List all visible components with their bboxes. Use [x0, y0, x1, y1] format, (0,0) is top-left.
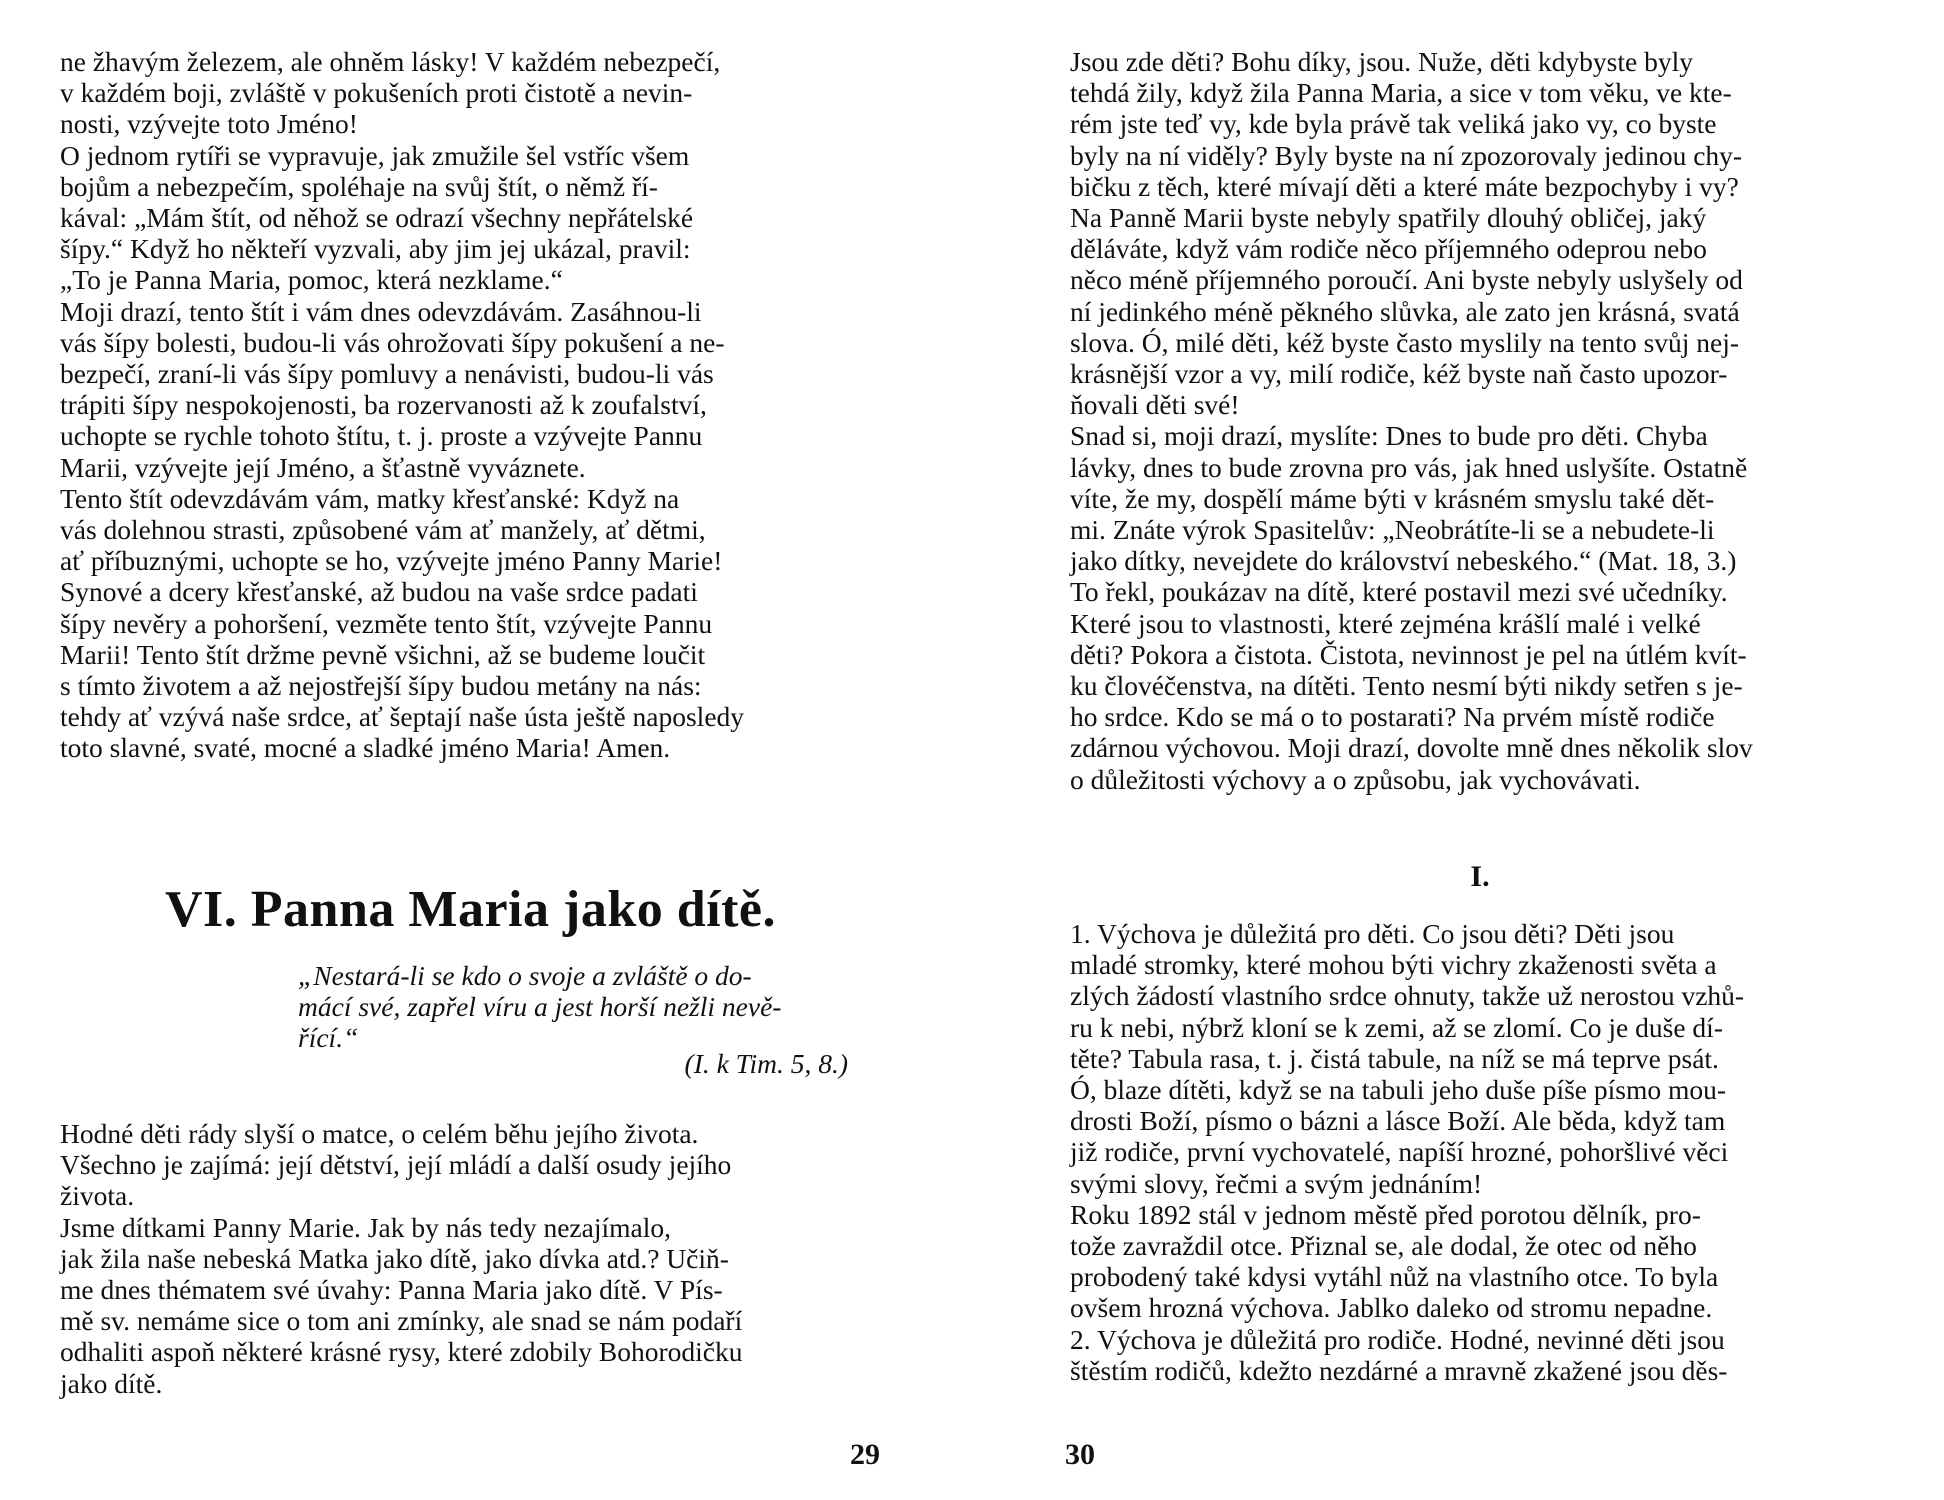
text-line: ní jedinkého méně pěkného slůvka, ale zato jen krásná, svatá — [1070, 295, 1740, 327]
epigraph-line: mácí své, zapřel víru a jest horší nežli nevě- — [298, 991, 782, 1023]
text-line: vás šípy bolesti, budou-li vás ohrožovati šípy pokušení a ne- — [60, 326, 725, 358]
text-line: jako dítě. — [60, 1367, 163, 1399]
text-line: odhaliti aspoň některé krásné rysy, které zdobily Bohorodičku — [60, 1336, 743, 1368]
text-line: děláváte, když vám rodiče něco příjemného odeprou nebo — [1070, 233, 1707, 265]
section-numeral: I. — [1470, 860, 1490, 893]
text-line: bičku z těch, které mívají děti a které máte bezpochyby i vy? — [1070, 170, 1739, 202]
text-line: Marii, vzývejte její Jméno, a šťastně vyváznete. — [60, 451, 586, 483]
text-line: v každém boji, zvláště v pokušeních proti čistotě a nevin- — [60, 77, 693, 109]
text-line: Roku 1892 stál v jednom městě před porotou dělník, pro- — [1070, 1198, 1701, 1230]
text-line: s tímto životem a až nejostřejší šípy budou metány na nás: — [60, 670, 702, 702]
text-line: drosti Boží, písmo o bázni a lásce Boží. Ale běda, když tam — [1070, 1105, 1726, 1137]
text-line: štěstím rodičů, kdežto nezdárné a mravně zkažené jsou děs- — [1070, 1354, 1728, 1386]
text-line: uchopte se rychle tohoto štítu, t. j. proste a vzývejte Pannu — [60, 420, 703, 452]
text-line: me dnes thématem své úvahy: Panna Maria jako dítě. V Pís- — [60, 1274, 723, 1306]
text-line: Snad si, moji drazí, myslíte: Dnes to bude pro děti. Chyba — [1070, 420, 1708, 452]
text-line: Ó, blaze dítěti, když se na tabuli jeho duše píše písmo mou- — [1070, 1074, 1727, 1106]
text-line: vás dolehnou strasti, způsobené vám ať manžely, ať dětmi, — [60, 514, 706, 546]
text-line: krásnější vzor a vy, milí rodiče, kéž byste naň často upozor- — [1070, 358, 1728, 390]
text-line: bezpečí, zraní-li vás šípy pomluvy a nenávisti, budou-li vás — [60, 358, 714, 390]
text-line: zlých žádostí vlastního srdce ohnuty, takže už nerostou vzhů- — [1070, 980, 1745, 1012]
text-line: tože zavraždil otce. Přiznal se, ale dodal, že otec od něho — [1070, 1230, 1697, 1262]
text-line: To řekl, poukázav na dítě, které postavil mezi své učedníky. — [1070, 576, 1728, 608]
text-line: již rodiče, první vychovatelé, napíší hrozné, pohoršlivé věci — [1070, 1136, 1729, 1168]
text-line: Jsou zde děti? Bohu díky, jsou. Nuže, děti kdybyste byly — [1070, 46, 1693, 77]
text-line: slova. Ó, milé děti, kéž byste často myslily na tento svůj nej- — [1070, 326, 1740, 358]
text-line: Marii! Tento štít držme pevně všichni, až se budeme loučit — [60, 638, 706, 670]
right-bottom-text — [1070, 918, 1890, 1386]
text-line: ňovali děti své! — [1070, 389, 1240, 421]
text-line: svými slovy, řečmi a svým jednáním! — [1070, 1167, 1483, 1199]
page-number-left: 29 — [850, 1438, 880, 1471]
text-line: mi. Znáte výrok Spasitelův: „Neobrátíte-li se a nebudete-li — [1070, 514, 1715, 546]
text-line: tehdá žily, když žila Panna Maria, a sice v tom věku, ve kte- — [1070, 77, 1732, 109]
text-line: těte? Tabula rasa, t. j. čistá tabule, na níž se má teprve psát. — [1070, 1042, 1719, 1074]
text-line: Na Panně Marii byste nebyly spatřily dlouhý obličej, jaký — [1070, 202, 1707, 234]
text-line: Hodné děti rády slyší o matce, o celém běhu jejího života. — [60, 1118, 699, 1149]
text-line: ať příbuznými, uchopte se ho, vzývejte jméno Panny Marie! — [60, 545, 723, 577]
text-line: zdárnou výchovou. Moji drazí, dovolte mně dnes několik slov — [1070, 732, 1753, 764]
right-top-text — [1070, 46, 1890, 795]
epigraph-line: „Nestará-li se kdo o svoje a zvláště o do- — [298, 960, 752, 991]
text-line: nosti, vzývejte toto Jméno! — [60, 108, 358, 140]
text-line: jako dítky, nevejdete do království nebeského.“ (Mat. 18, 3.) — [1070, 545, 1737, 577]
text-line: rém jste teď vy, kde byla právě tak veliká jako vy, co byste — [1070, 108, 1717, 140]
left-top-text — [60, 46, 880, 764]
text-line: „To je Panna Maria, pomoc, která nezklame.“ — [60, 264, 563, 296]
text-line: probodený také kdysi vytáhl nůž na vlastního otce. To byla — [1070, 1261, 1719, 1293]
text-line: kával: „Mám štít, od něhož se odrazí všechny nepřátelské — [60, 202, 694, 234]
text-line: lávky, dnes to bude zrovna pro vás, jak hned uslyšíte. Ostatně — [1070, 451, 1748, 483]
text-line: o důležitosti výchovy a o způsobu, jak vychovávati. — [1070, 763, 1641, 795]
text-line: Všechno je zajímá: její dětství, její mládí a další osudy jejího — [60, 1149, 732, 1181]
text-line: ku človéčenstva, na dítěti. Tento nesmí býti nikdy setřen s je- — [1070, 670, 1743, 702]
text-line: ho srdce. Kdo se má o to postarati? Na prvém místě rodiče — [1070, 701, 1715, 733]
text-line: Jsme dítkami Panny Marie. Jak by nás tedy nezajímalo, — [60, 1211, 671, 1243]
text-line: víte, že my, dospělí máme býti v krásném smyslu také dět- — [1070, 482, 1715, 514]
text-line: ne žhavým železem, ale ohněm lásky! V každém nebezpečí, — [60, 46, 721, 77]
epigraph-line: řící.“ — [298, 1022, 359, 1054]
text-line: O jednom rytíři se vypravuje, jak zmužile šel vstříc všem — [60, 139, 690, 171]
text-line: jak žila naše nebeská Matka jako dítě, jako dívka atd.? Učiň- — [60, 1242, 729, 1274]
text-line: Moji drazí, tento štít i vám dnes odevzdávám. Zasáhnou-li — [60, 295, 702, 327]
text-line: ru k nebi, nýbrž kloní se k zemi, až se zlomí. Co je duše dí- — [1070, 1011, 1723, 1043]
text-line: bojům a nebezpečím, spoléhaje na svůj štít, o němž ří- — [60, 170, 658, 202]
text-line: života. — [60, 1180, 135, 1212]
text-line: toto slavné, svaté, mocné a sladké jméno Maria! Amen. — [60, 732, 671, 764]
page-number-right: 30 — [1065, 1438, 1095, 1471]
text-line: tehdy ať vzývá naše srdce, ať šeptají naše ústa ještě naposledy — [60, 701, 745, 733]
text-line: mě sv. nemáme sice o tom ani zmínky, ale snad se nám podaří — [60, 1305, 743, 1337]
text-line: Které jsou to vlastnosti, které zejména krášlí malé i velké — [1070, 607, 1701, 639]
text-line: byly na ní viděly? Byly byste na ní zpozorovaly jedinou chy- — [1070, 139, 1743, 171]
epigraph — [298, 960, 888, 1079]
epigraph-source: (I. k Tim. 5, 8.) — [684, 1047, 848, 1079]
text-line: 1. Výchova je důležitá pro děti. Co jsou děti? Děti jsou — [1070, 918, 1675, 949]
text-line: šípy.“ Když ho někteří vyzvali, aby jim jej ukázal, pravil: — [60, 233, 691, 265]
text-line: trápiti šípy nespokojenosti, ba rozervanosti až k zoufalství, — [60, 389, 707, 421]
text-line: ovšem hrozná výchova. Jablko daleko od stromu nepadne. — [1070, 1292, 1713, 1324]
text-line: 2. Výchova je důležitá pro rodiče. Hodné, nevinné děti jsou — [1070, 1323, 1725, 1355]
left-bottom-text — [60, 1118, 880, 1399]
text-line: Synové a dcery křesťanské, až budou na vaše srdce padati — [60, 576, 698, 608]
text-line: děti? Pokora a čistota. Čistota, nevinnost je pel na útlém kvít- — [1070, 638, 1747, 670]
text-line: mladé stromky, které mohou býti vichry zkaženosti světa a — [1070, 949, 1717, 981]
text-line: šípy nevěry a pohoršení, vezměte tento štít, vzývejte Pannu — [60, 607, 713, 639]
chapter-title: VI. Panna Maria jako dítě. — [165, 881, 776, 938]
text-line: Tento štít odevzdávám vám, matky křesťanské: Když na — [60, 482, 680, 514]
text-line: něco méně příjemného poroučí. Ani byste nebyly uslyšely od — [1070, 264, 1743, 296]
